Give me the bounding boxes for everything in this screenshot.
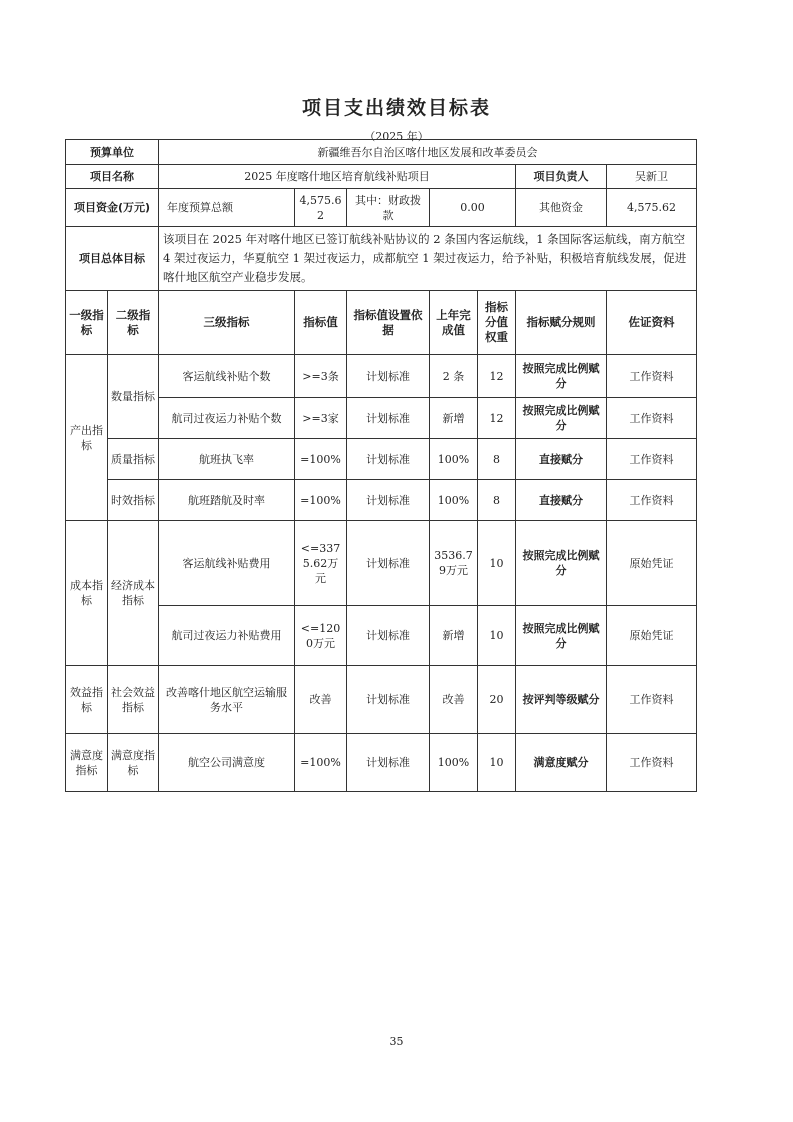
indicator-weight: 10: [478, 521, 516, 606]
indicator-value: >=3家: [295, 398, 347, 439]
indicator-value: =100%: [295, 480, 347, 521]
indicator-last: 100%: [430, 734, 478, 792]
indicator-last: 3536.79万元: [430, 521, 478, 606]
indicator-weight: 8: [478, 480, 516, 521]
header-level3: 三级指标: [159, 291, 295, 355]
indicator-weight: 10: [478, 734, 516, 792]
indicator-evidence: 原始凭证: [607, 606, 697, 666]
project-name-value: 2025 年度喀什地区培育航线补贴项目: [159, 165, 516, 189]
indicator-evidence: 工作资料: [607, 666, 697, 734]
indicator-last: 2 条: [430, 355, 478, 398]
indicator-evidence: 工作资料: [607, 480, 697, 521]
indicator-rule: 按照完成比例赋分: [516, 398, 607, 439]
indicator-basis: 计划标准: [347, 734, 430, 792]
header-level1: 一级指标: [66, 291, 108, 355]
performance-table: [65, 139, 697, 792]
fiscal-value: 0.00: [430, 189, 516, 227]
indicator-last: 100%: [430, 480, 478, 521]
table-row: [66, 439, 697, 480]
indicator-name: 改善喀什地区航空运输服务水平: [159, 666, 295, 734]
indicator-weight: 12: [478, 398, 516, 439]
table-row: [66, 606, 697, 666]
indicator-name: 客运航线补贴费用: [159, 521, 295, 606]
group-economic-cost: 经济成本指标: [108, 521, 159, 666]
project-leader-value: 吴新卫: [607, 165, 697, 189]
table-row: [66, 480, 697, 521]
group-social-benefit: 社会效益指标: [108, 666, 159, 734]
indicator-weight: 10: [478, 606, 516, 666]
indicator-weight: 20: [478, 666, 516, 734]
overall-goal-value: 该项目在 2025 年对喀什地区已签订航线补贴协议的 2 条国内客运航线，1 条国际客运航线，南方航空 4 架过夜运力，华夏航空 1 架过夜运力，成都航空 1 架过夜运力，给予补贴，积极培育航线发展，促进喀什地区航空产业稳步发展。: [159, 227, 697, 291]
row-overall-goal: [66, 227, 697, 291]
indicator-value: =100%: [295, 734, 347, 792]
indicator-basis: 计划标准: [347, 480, 430, 521]
indicator-name: 航司过夜运力补贴个数: [159, 398, 295, 439]
indicator-evidence: 工作资料: [607, 355, 697, 398]
indicator-weight: 12: [478, 355, 516, 398]
indicator-rule: 直接赋分: [516, 439, 607, 480]
indicator-last: 新增: [430, 398, 478, 439]
indicator-value: 改善: [295, 666, 347, 734]
header-evidence: 佐证资料: [607, 291, 697, 355]
header-rule: 指标赋分规则: [516, 291, 607, 355]
table-row: [66, 398, 697, 439]
group-satisfaction: 满意度指标: [66, 734, 108, 792]
project-fund-label: 项目资金(万元): [66, 189, 159, 227]
indicator-rule: 满意度赋分: [516, 734, 607, 792]
indicator-value: <=1200万元: [295, 606, 347, 666]
indicator-basis: 计划标准: [347, 398, 430, 439]
table-row: [66, 666, 697, 734]
page-title: 项目支出绩效目标表: [301, 97, 491, 119]
row-budget-unit: [66, 140, 697, 165]
indicator-name: 航司过夜运力补贴费用: [159, 606, 295, 666]
indicator-evidence: 工作资料: [607, 398, 697, 439]
fiscal-label: 其中：财政拨款: [347, 189, 430, 227]
indicator-last: 100%: [430, 439, 478, 480]
indicator-name: 航班踏航及时率: [159, 480, 295, 521]
indicator-evidence: 原始凭证: [607, 521, 697, 606]
indicator-basis: 计划标准: [347, 439, 430, 480]
indicator-value: =100%: [295, 439, 347, 480]
header-weight: 指标分值权重: [478, 291, 516, 355]
budget-unit-value: 新疆维吾尔自治区喀什地区发展和改革委员会: [159, 140, 697, 165]
project-leader-label: 项目负责人: [516, 165, 607, 189]
group-cost: 成本指标: [66, 521, 108, 666]
group-quality: 质量指标: [108, 439, 159, 480]
annual-budget-label: 年度预算总额: [159, 189, 295, 227]
year-label: （2025 年）: [364, 130, 429, 143]
row-project-name: [66, 165, 697, 189]
indicator-value: <=3375.62万元: [295, 521, 347, 606]
indicator-rule: 按照完成比例赋分: [516, 606, 607, 666]
indicator-basis: 计划标准: [347, 606, 430, 666]
header-level2: 二级指标: [108, 291, 159, 355]
group-output: 产出指标: [66, 355, 108, 521]
group-benefit: 效益指标: [66, 666, 108, 734]
indicator-weight: 8: [478, 439, 516, 480]
group-quantity: 数量指标: [108, 355, 159, 439]
indicator-basis: 计划标准: [347, 355, 430, 398]
indicator-name: 航班执飞率: [159, 439, 295, 480]
indicator-basis: 计划标准: [347, 666, 430, 734]
indicator-last: 新增: [430, 606, 478, 666]
row-project-fund: [66, 189, 697, 227]
budget-unit-label: 预算单位: [66, 140, 159, 165]
indicator-evidence: 工作资料: [607, 734, 697, 792]
table-row: [66, 355, 697, 398]
indicator-name: 航空公司满意度: [159, 734, 295, 792]
page-number: 35: [389, 1035, 404, 1048]
table-row: [66, 734, 697, 792]
header-last-year: 上年完成值: [430, 291, 478, 355]
other-fund-value: 4,575.62: [607, 189, 697, 227]
indicator-basis: 计划标准: [347, 521, 430, 606]
indicator-name: 客运航线补贴个数: [159, 355, 295, 398]
overall-goal-label: 项目总体目标: [66, 227, 159, 291]
indicator-rule: 直接赋分: [516, 480, 607, 521]
indicator-rule: 按评判等级赋分: [516, 666, 607, 734]
other-fund-label: 其他资金: [516, 189, 607, 227]
header-value: 指标值: [295, 291, 347, 355]
annual-budget-value: 4,575.62: [295, 189, 347, 227]
indicator-value: >=3条: [295, 355, 347, 398]
table-row: [66, 521, 697, 606]
performance-table-wrapper: [65, 139, 697, 792]
group-satisfaction-sub: 满意度指标: [108, 734, 159, 792]
indicator-rule: 按照完成比例赋分: [516, 355, 607, 398]
project-name-label: 项目名称: [66, 165, 159, 189]
indicator-rule: 按照完成比例赋分: [516, 521, 607, 606]
header-row: [66, 291, 697, 355]
indicator-last: 改善: [430, 666, 478, 734]
group-timeliness: 时效指标: [108, 480, 159, 521]
header-basis: 指标值设置依据: [347, 291, 430, 355]
indicator-evidence: 工作资料: [607, 439, 697, 480]
